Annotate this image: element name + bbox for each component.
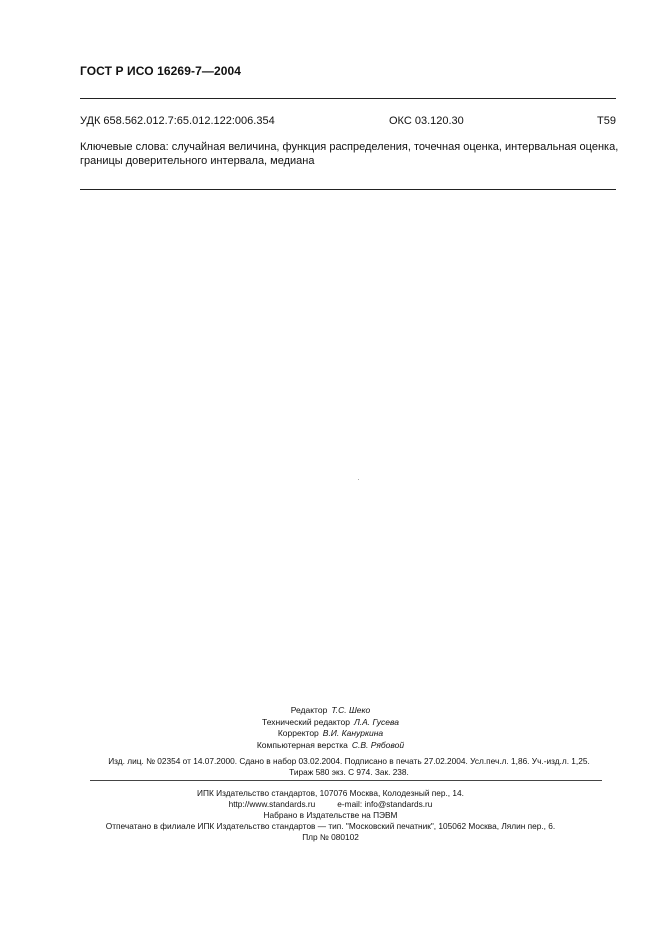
credit-editor (0, 705, 661, 717)
bottom-divider (80, 189, 616, 190)
credits-block (0, 705, 661, 751)
oks-code: ОКС 03.120.30 (389, 115, 464, 127)
keywords-paragraph: Ключевые слова: случайная величина, функция распределения, точечная оценка, интервальная оценка, границы доверительного интервала, медиана (80, 141, 619, 167)
publisher-typeset: Набрано в Издательстве на ПЭВМ (263, 810, 398, 820)
credit-person: Л.А. Гусева (353, 716, 399, 727)
document-title: ГОСТ Р ИСО 16269-7—2004 (80, 64, 242, 78)
credit-person: В.И. Кануркина (322, 728, 384, 738)
publisher-address: ИПК Издательство стандартов, 107076 Москва, Колодезный пер., 14. (197, 788, 464, 798)
group-code: Т59 (597, 115, 616, 127)
imprint-block (86, 756, 612, 778)
publisher-block (0, 788, 661, 843)
credit-role: Редактор (290, 705, 328, 715)
credit-layout (0, 740, 661, 752)
classification-row (80, 115, 616, 129)
publisher-website: http://www.standards.ru (228, 799, 316, 809)
publisher-license: Плр № 080102 (302, 832, 359, 842)
credit-person: С.В. Рябовой (351, 739, 405, 750)
credit-tech-editor (0, 717, 661, 729)
credit-person: Т.С. Шеко (331, 705, 371, 715)
imprint-divider (90, 780, 602, 781)
scan-speck (358, 479, 359, 480)
publisher-email: e-mail: info@standards.ru (337, 799, 433, 809)
credit-role: Технический редактор (262, 716, 350, 727)
udc-code: УДК 658.562.012.7:65.012.122:006.354 (80, 115, 275, 127)
top-divider (80, 98, 616, 99)
credit-role: Компьютерная верстка (256, 739, 348, 750)
publisher-printed: Отпечатано в филиале ИПК Издательство стандартов — тип. "Московский печатник", 105062 Москва, Лялин пер., 6. (105, 821, 556, 831)
imprint-line: Изд. лиц. № 02354 от 14.07.2000. Сдано в набор 03.02.2004. Подписано в печать 27.02.2004. Усл.печ.л. 1,86. Уч.-изд.л. 1,25. (108, 756, 590, 766)
publisher-contacts (0, 799, 661, 810)
credit-role: Корректор (277, 728, 319, 738)
credit-proofreader (0, 728, 661, 740)
imprint-line: Тираж 580 экз. С 974. Зак. 238. (289, 767, 409, 777)
